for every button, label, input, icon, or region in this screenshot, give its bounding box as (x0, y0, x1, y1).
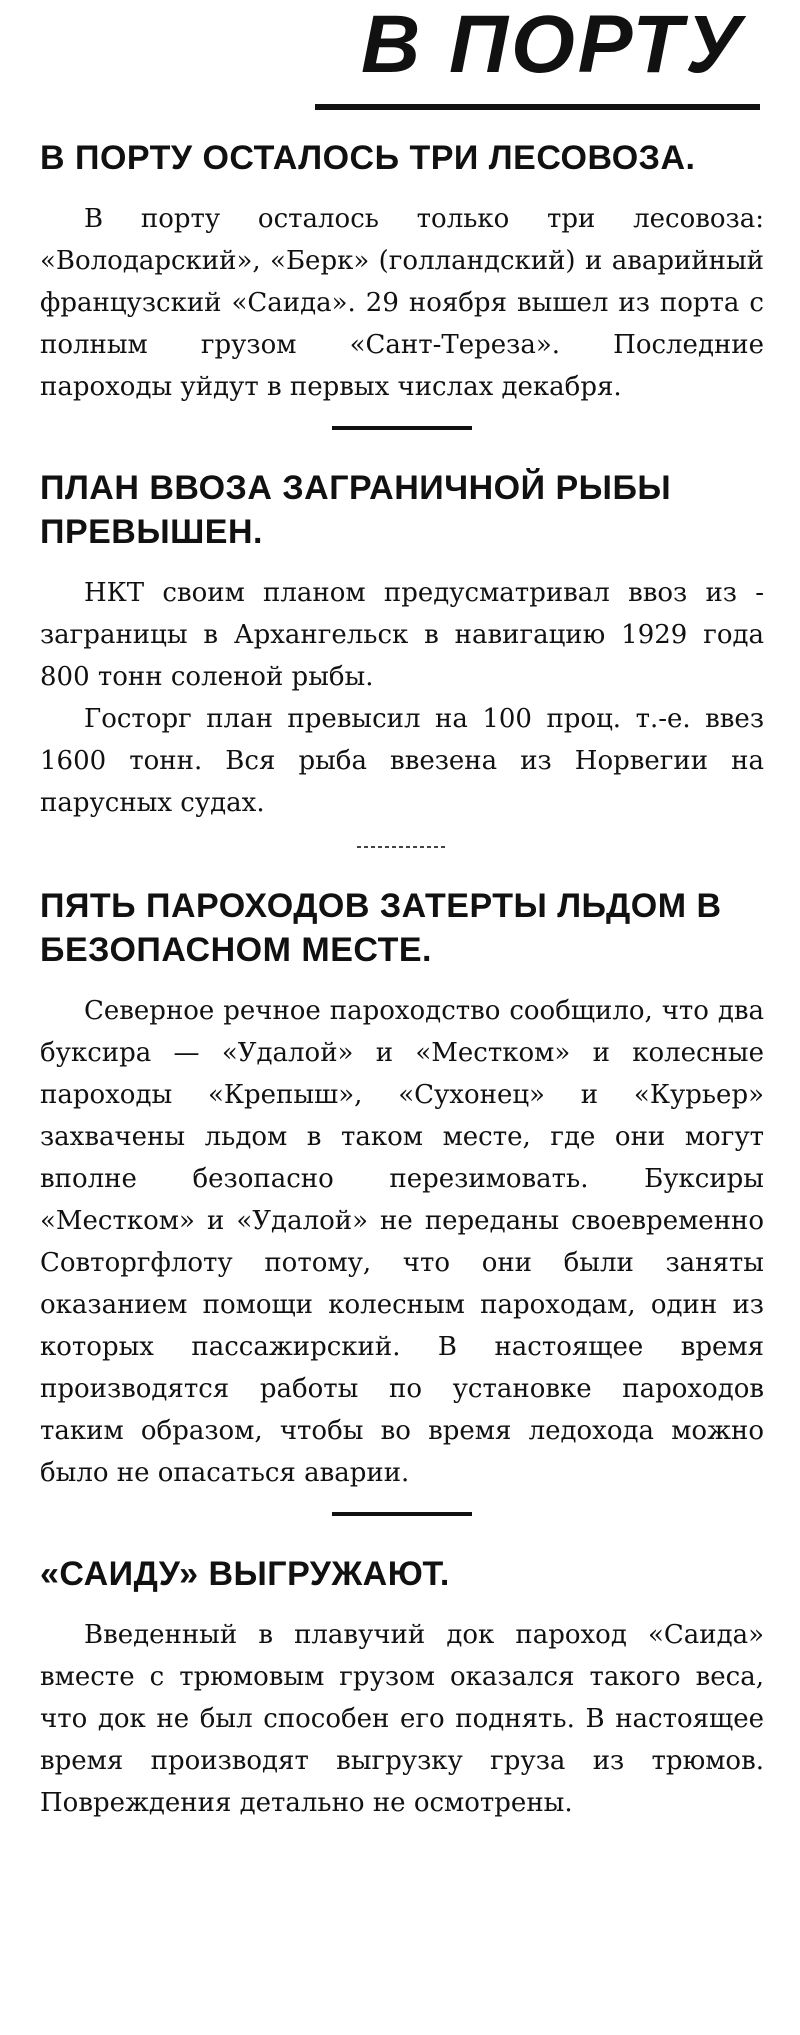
article-steamers-ice (40, 884, 764, 1494)
article-headline: ПЛАН ВВОЗА ЗАГРАНИЧНОЙ РЫБЫ ПРЕВЫШЕН. (40, 469, 672, 551)
article-paragraph: Северное речное пароходство сообщило, что два буксира — «Удалой» и «Местком» и колесные пароходы «Крепыш», «Сухонец» и «Курьер» захвачены льдом в таком месте, где они могут вполне безопасно перезимовать. Буксиры «Местком» и «Удалой» не переданы своевременно Совторгфлоту потому, что они были заняты оказанием помощи колесным пароходам, один из которых пассажирский. В настоящее время производятся работы по установке пароходов таким образом, чтобы во время ледохода можно было не опасаться аварии. (40, 996, 764, 1488)
article-separator (357, 846, 447, 848)
article-headline: «САИДУ» ВЫГРУЖАЮТ. (40, 1555, 450, 1593)
masthead-underline (315, 104, 760, 110)
article-headline: ПЯТЬ ПАРОХОДОВ ЗАТЕРТЫ ЛЬДОМ В БЕЗОПАСНОМ МЕСТЕ. (40, 887, 722, 969)
article-separator (332, 1512, 472, 1516)
section-title: В ПОРТУ (361, 0, 744, 90)
article-saida-unloading (40, 1552, 764, 1824)
article-fish-import (40, 466, 764, 824)
article-paragraph: Госторг план превысил на 100 проц. т.-е. ввез 1600 тонн. Вся рыба ввезена из Норвегии на парусных судах. (40, 704, 764, 818)
article-paragraph: Введенный в плавучий док пароход «Саида» вместе с трюмовым грузом оказался такого веса, что док не был способен его поднять. В настоящее время производят выгрузку груза из трюмов. Повреждения детально не осмотрены. (40, 1620, 764, 1818)
section-masthead (40, 0, 764, 130)
article-paragraph: НКТ своим планом предусматривал ввоз из - заграницы в Архангельск в навигацию 1929 года 800 тонн соленой рыбы. (40, 578, 764, 692)
article-headline: В ПОРТУ ОСТАЛОСЬ ТРИ ЛЕСОВОЗА. (40, 139, 696, 177)
article-paragraph: В порту осталось только три лесовоза: «Володарский», «Берк» (голландский) и аварийный французский «Саида». 29 ноября вышел из порта с полным грузом «Сант-Тереза». Последние пароходы уйдут в первых числах декабря. (40, 204, 764, 402)
article-timber-ships (40, 136, 764, 408)
article-separator (332, 426, 472, 430)
